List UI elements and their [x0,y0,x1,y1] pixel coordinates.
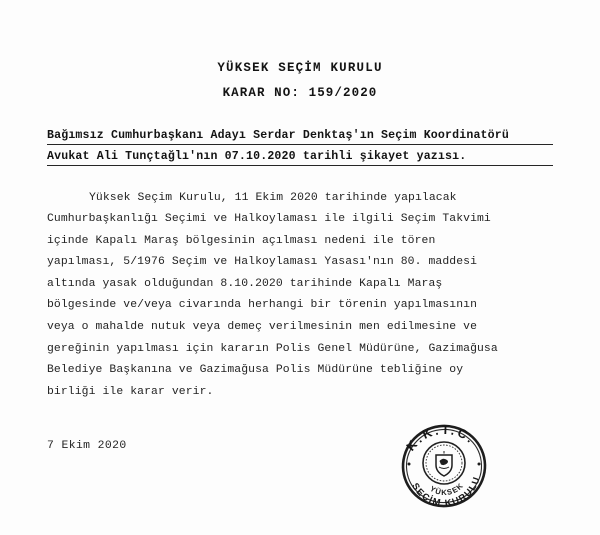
svg-text:K.K.T.C. [402,419,480,455]
document-footer [0,404,600,529]
seal-bottom-arc-text: SEÇİM KURULU [410,474,482,509]
seal-top-arc-text: K.K.T.C. [403,422,479,454]
body-line: Yüksek Seçim Kurulu, 11 Ekim 2020 tarihinde yapılacak [89,191,457,204]
body-line: gereğinin yapılması için kararın Polis Genel Müdürüne, Gazimağusa [47,342,498,355]
document-header [0,0,600,101]
body-line: Belediye Başkanına ve Gazimağusa Polis Müdürüne tebliğine oy [47,364,464,377]
official-seal-stamp [390,416,498,516]
seal-inner-arc-text: YÜKSEK [428,480,466,497]
body-line: Cumhurbaşkanlığı Seçimi ve Halkoylaması ile ilgili Seçim Takvimi [47,213,491,226]
subject-line: Avukat Ali Tunçtağlı'nın 07.10.2020 tarihli şikayet yazısı. [47,150,553,166]
body-line: yapılması, 5/1976 Seçim ve Halkoylaması Yasası'nın 80. maddesi [47,256,478,269]
body-line: bölgesinde ve/veya civarında herhangi bir törenin yapılmasının [47,299,478,312]
subject-line: Bağımsız Cumhurbaşkanı Adayı Serdar Denktaş'ın Seçim Koordinatörü [47,129,553,145]
document-date: 7 Ekim 2020 [47,440,127,452]
body-line: altında yasak olduğundan 8.10.2020 tarihinde Kapalı Maraş [47,277,443,290]
body-line: içinde Kapalı Maraş bölgesinin açılması nedeni ile tören [47,234,436,247]
subject-heading [47,129,553,166]
document-body [47,188,553,404]
body-line: veya o mahalde nutuk veya demeç verilmesinin men edilmesine ve [47,321,478,334]
decision-number: KARAR NO: 159/2020 [222,85,378,100]
page-title: YÜKSEK SEÇİM KURULU [217,61,383,75]
body-line: birliği ile karar verir. [47,385,214,398]
